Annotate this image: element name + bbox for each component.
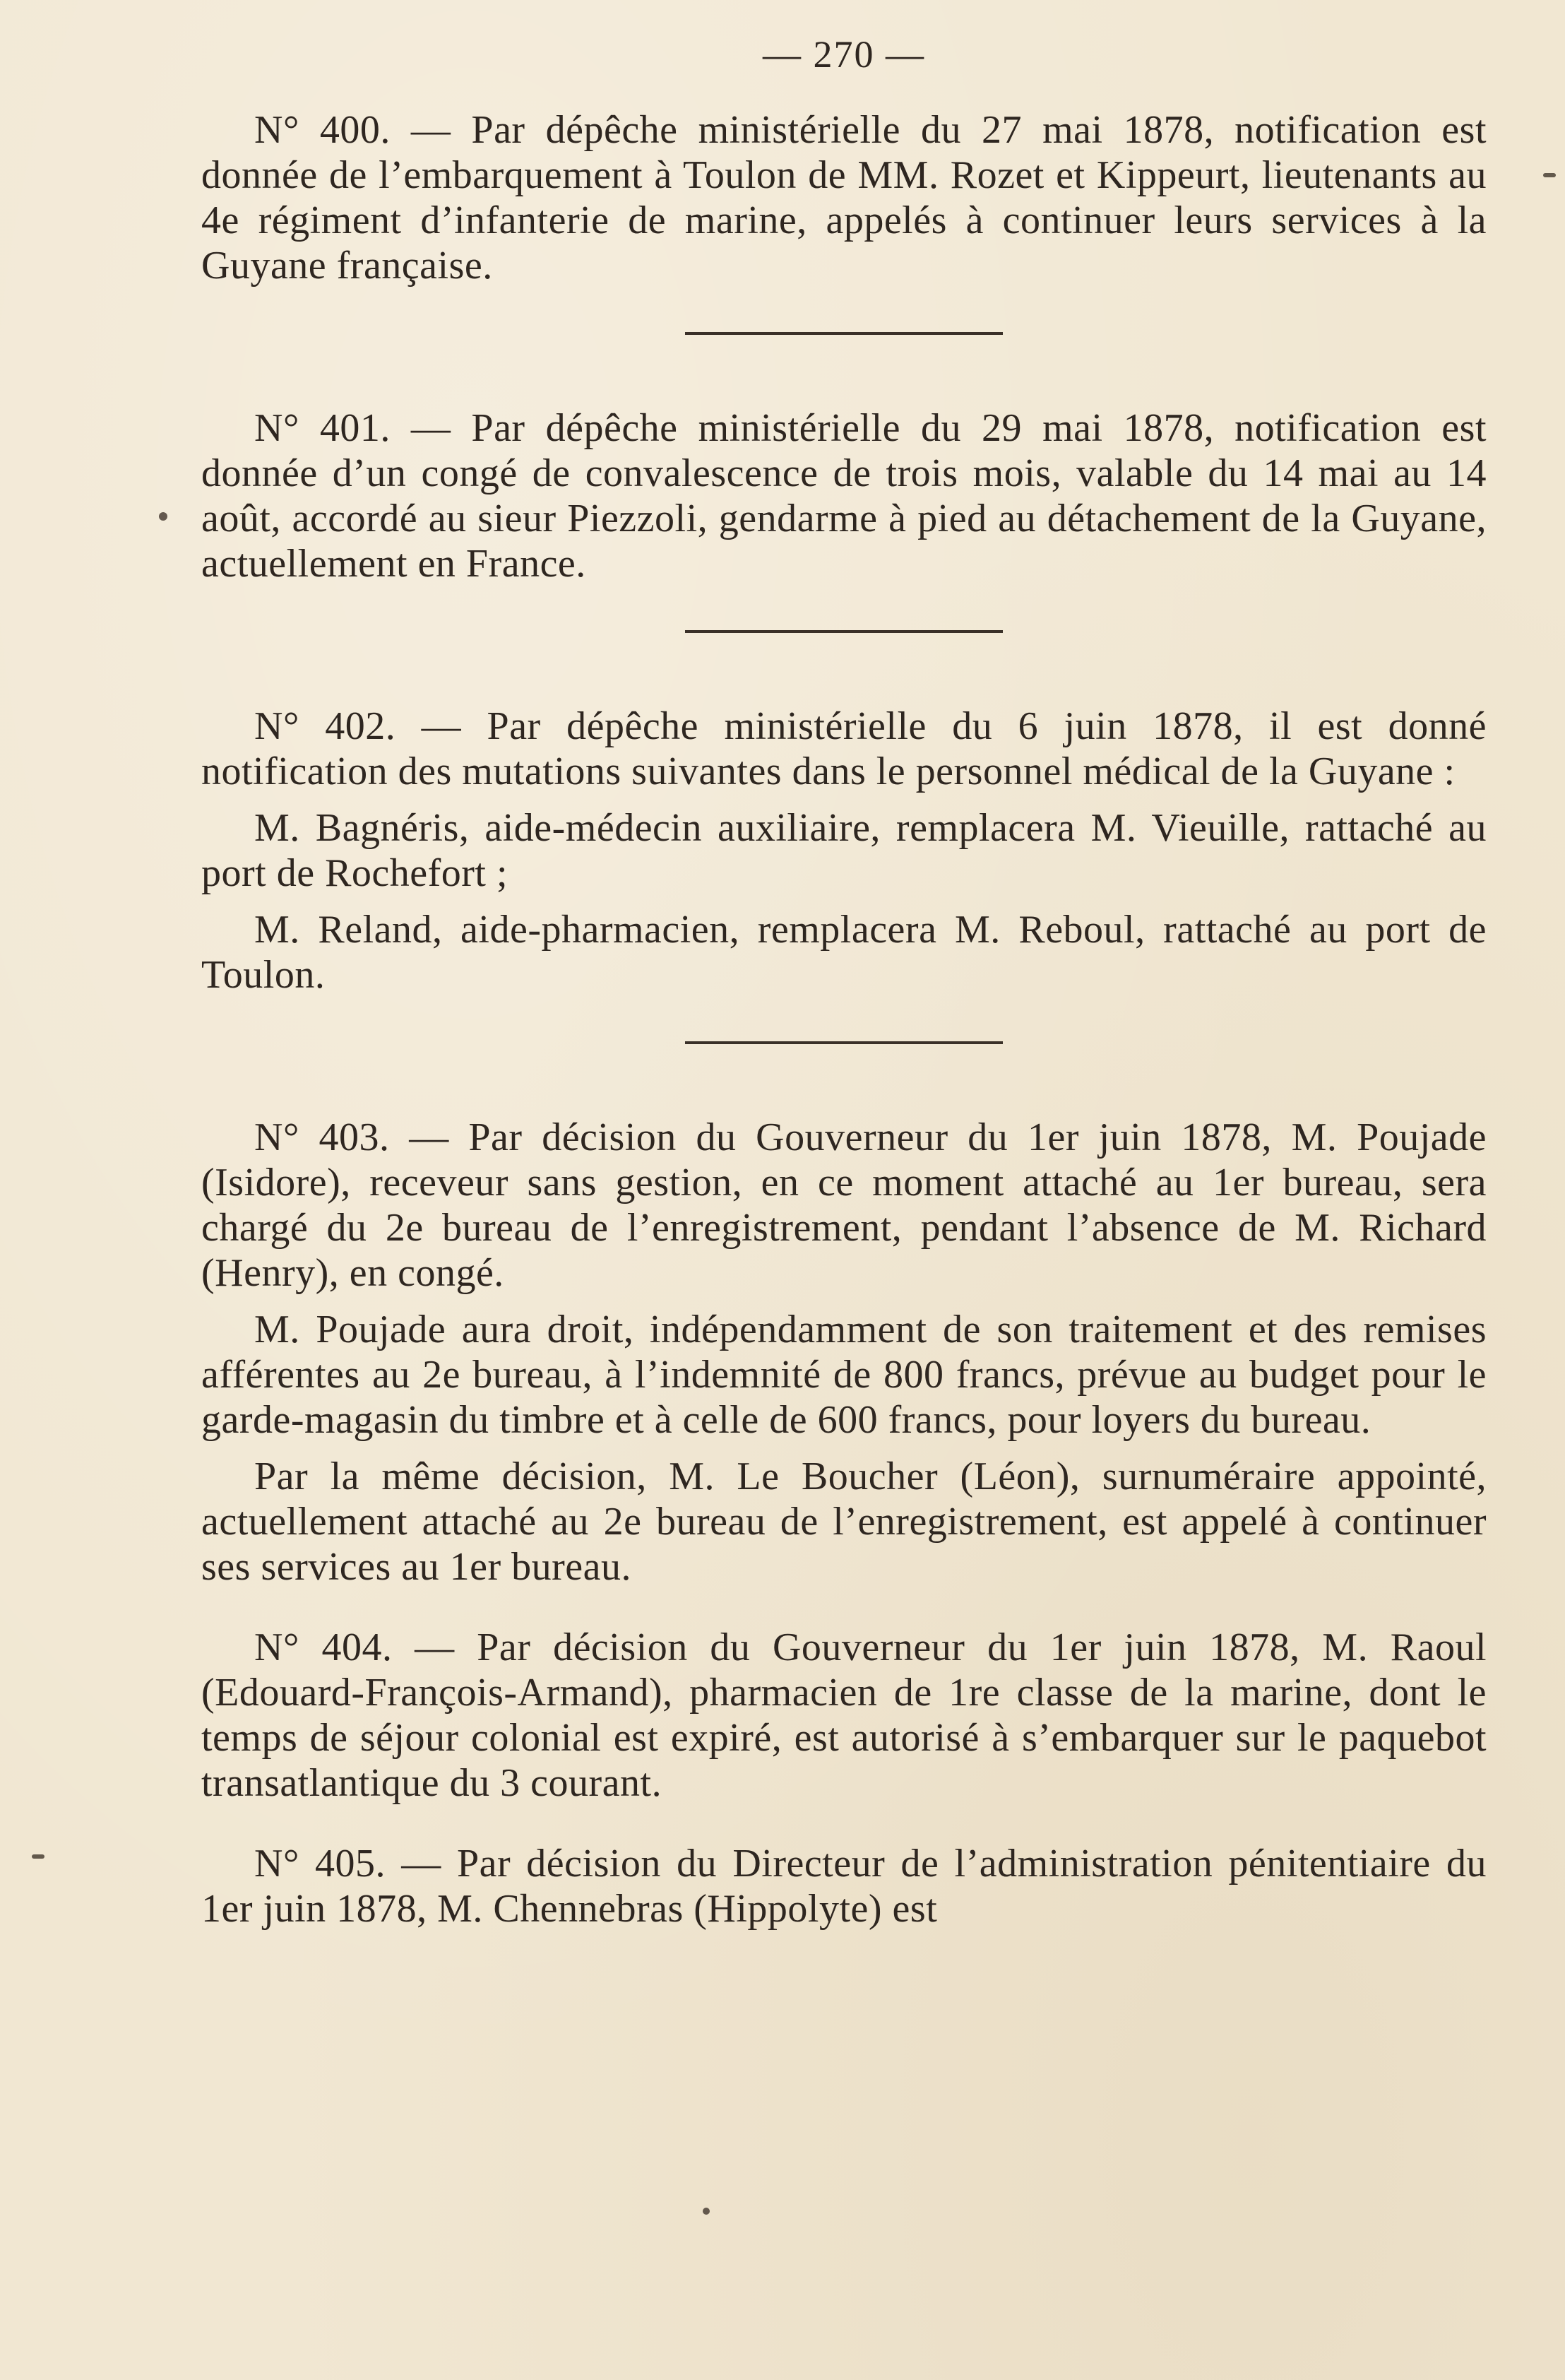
entry-401-text: N° 401. — Par dépêche ministérielle du 29 mai 1878, notification est donnée d’un congé de convalescence de trois mois, valable du 14 mai au 14 août, accordé au sieur Piezzoli, gendarme à pied au détachement de la Guyane, actuellement en France. [201,406,1487,586]
entry-403-text: N° 403. — Par décision du Gouverneur du 1er juin 1878, M. Poujade (Isidore), receveur sans gestion, en ce moment attaché au 1er bureau, sera chargé du 2e bureau de l’enregistrement, pendant l’absence de M. Richard (Henry), en congé. [201,1115,1487,1295]
entry-405 [201,1841,1487,1931]
entry-400-text: N° 400. — Par dépêche ministérielle du 27 mai 1878, notification est donnée de l’embarquement à Toulon de MM. Rozet et Kippeurt, lieutenants au 4e régiment d’infanterie de marine, appelés à continuer leurs services à la Guyane française. [201,108,1487,288]
entry-402 [201,704,1487,997]
entry-404 [201,1625,1487,1806]
entry-402-mutation-1: M. Bagnéris, aide-médecin auxiliaire, remplacera M. Vieuille, rattaché au port de Rochefort ; [201,806,1487,895]
entry-401 [201,405,1487,586]
separator-rule [685,332,1003,335]
entry-403 [201,1115,1487,1589]
entry-403-paragraph-3: Par la même décision, M. Le Boucher (Léon), surnuméraire appointé, actuellement attaché au 2e bureau de l’enregistrement, est appelé à continuer ses services au 1er bureau. [201,1455,1487,1589]
separator-rule [685,1041,1003,1044]
ink-spot [32,1854,44,1859]
document-page [201,28,1487,1931]
ink-spot [1543,173,1556,177]
entry-402-mutation-2: M. Reland, aide-pharmacien, remplacera M. Reboul, rattaché au port de Toulon. [201,908,1487,997]
entry-400 [201,107,1487,288]
entry-404-text: N° 404. — Par décision du Gouverneur du 1er juin 1878, M. Raoul (Edouard-François-Armand), pharmacien de 1re classe de la marine, dont le temps de séjour colonial est expiré, est autorisé à s’embarquer sur le paquebot transatlantique du 3 courant. [201,1626,1487,1805]
entry-403-paragraph-2: M. Poujade aura droit, indépendamment de son traitement et des remises afférentes au 2e bureau, à l’indemnité de 800 francs, prévue au budget pour le garde-magasin du timbre et à celle de 600 francs, pour loyers du bureau. [201,1308,1487,1442]
ink-spot [159,512,167,521]
page-number: — 270 — [763,33,925,76]
entry-405-text: N° 405. — Par décision du Directeur de l’administration pénitentiaire du 1er juin 1878, M. Chennebras (Hippolyte) est [201,1842,1487,1931]
separator-rule [685,630,1003,633]
entry-402-text: N° 402. — Par dépêche ministérielle du 6 juin 1878, il est donné notification des mutations suivantes dans le personnel médical de la Guyane : [201,704,1487,793]
ink-spot [703,2208,710,2215]
